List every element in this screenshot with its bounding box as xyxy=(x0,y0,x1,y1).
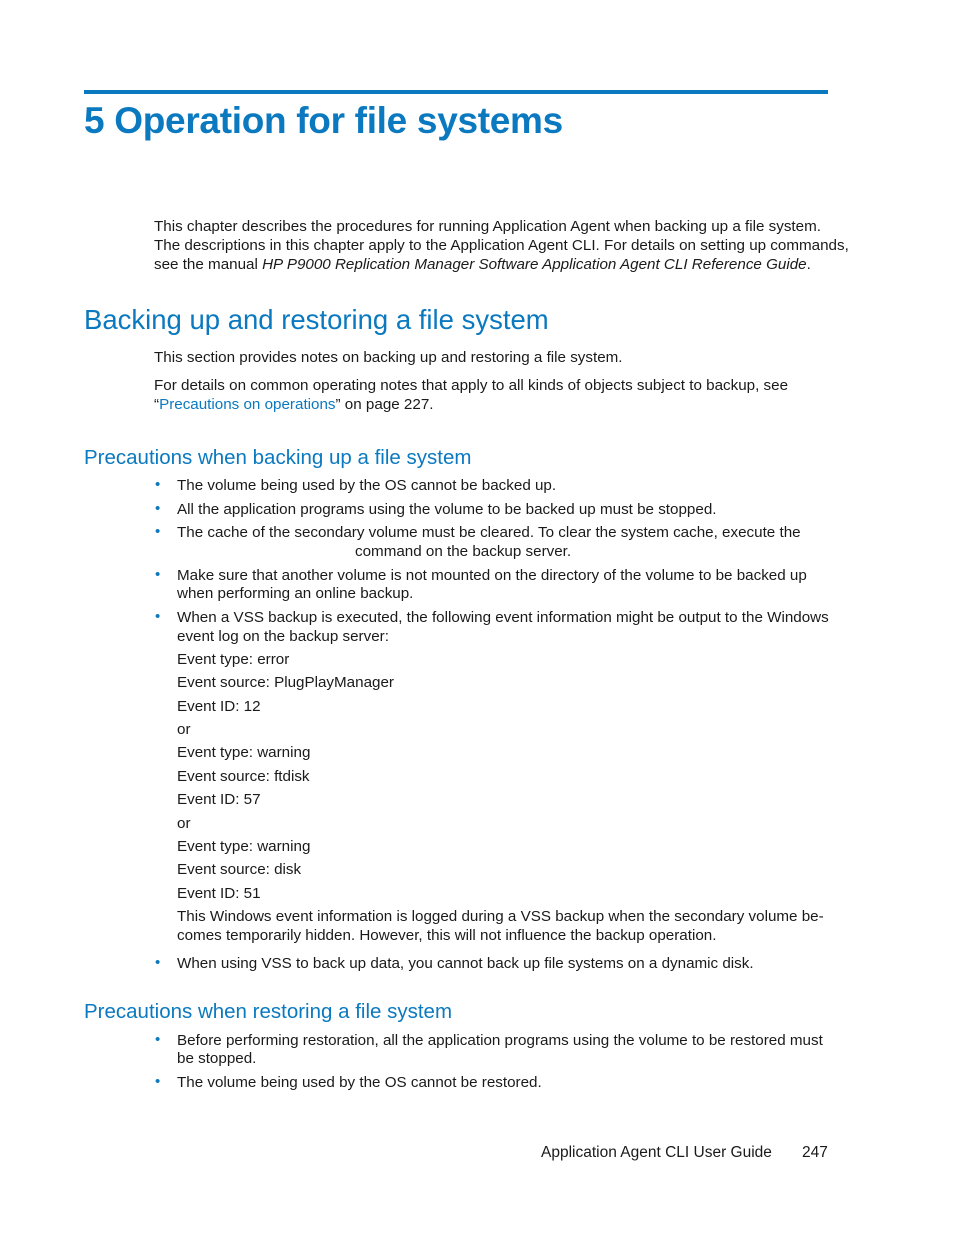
event-line: Event source: disk xyxy=(177,861,302,878)
section1-para2-line2 xyxy=(154,395,434,414)
backup-bullet-3-line2: command on the backup server. xyxy=(355,543,572,560)
bullet-marker: • xyxy=(155,566,161,583)
reference-guide-title: HP P9000 Replication Manager Software Application Agent CLI Reference Guide xyxy=(262,256,807,273)
event-line: Event ID: 51 xyxy=(177,885,261,902)
backup-bullet-5-line2: event log on the backup server: xyxy=(177,628,389,645)
backup-bullet-5-line1: When a VSS backup is executed, the following event information might be output to the Windows xyxy=(177,609,829,626)
backup-bullet-4-line2: when performing an online backup. xyxy=(177,585,414,602)
event-note-line1: This Windows event information is logged during a VSS backup when the secondary volume be- xyxy=(177,908,824,925)
bullet-marker: • xyxy=(155,500,161,517)
bullet-marker: • xyxy=(155,954,161,971)
section1-para1: This section provides notes on backing up and restoring a file system. xyxy=(154,349,623,366)
section-heading-backing-restoring: Backing up and restoring a file system xyxy=(84,304,549,335)
bullet-marker: • xyxy=(155,1031,161,1048)
event-line: Event ID: 57 xyxy=(177,791,261,808)
backup-bullet-4-line1: Make sure that another volume is not mounted on the directory of the volume to be backed up xyxy=(177,567,807,584)
backup-bullet-1: The volume being used by the OS cannot be backed up. xyxy=(177,477,557,494)
section-heading-restoring: Precautions when restoring a file system xyxy=(84,1000,453,1023)
event-note-line2: comes temporarily hidden. However, this will not influence the backup operation. xyxy=(177,927,717,944)
chapter-rule xyxy=(84,90,828,94)
section1-para2-line1: For details on common operating notes that apply to all kinds of objects subject to backup, see xyxy=(154,377,789,394)
precautions-on-operations-link[interactable]: Precautions on operations xyxy=(159,396,336,413)
restore-bullet-2: The volume being used by the OS cannot be restored. xyxy=(177,1074,542,1091)
bullet-marker: • xyxy=(155,523,161,540)
intro-line-3-prefix: see the manual xyxy=(154,256,263,273)
intro-line-2: The descriptions in this chapter apply to the Application Agent CLI. For details on setting up commands, xyxy=(154,237,849,254)
event-line: or xyxy=(177,815,191,832)
event-line: Event type: error xyxy=(177,651,290,668)
backup-bullet-2: All the application programs using the volume to be backed up must be stopped. xyxy=(177,501,717,518)
event-line: Event ID: 12 xyxy=(177,698,261,715)
event-line: or xyxy=(177,721,191,738)
chapter-title: 5 Operation for file systems xyxy=(84,100,563,141)
bullet-marker: • xyxy=(155,1073,161,1090)
bullet-marker: • xyxy=(155,476,161,493)
page-reference: ” on page 227. xyxy=(335,396,434,413)
bullet-marker: • xyxy=(155,608,161,625)
restore-bullet-1-line1: Before performing restoration, all the application programs using the volume to be restored must xyxy=(177,1032,823,1049)
backup-bullet-6: When using VSS to back up data, you cannot back up file systems on a dynamic disk. xyxy=(177,955,754,972)
event-line: Event type: warning xyxy=(177,838,311,855)
backup-bullet-3-line1: The cache of the secondary volume must be cleared. To clear the system cache, execute the xyxy=(177,524,801,541)
event-line: Event type: warning xyxy=(177,744,311,761)
page-number: 247 xyxy=(802,1144,828,1161)
restore-bullet-1-line2: be stopped. xyxy=(177,1050,257,1067)
footer-guide-title: Application Agent CLI User Guide xyxy=(541,1144,772,1161)
open-quote: “ xyxy=(154,396,160,413)
event-line: Event source: ftdisk xyxy=(177,768,310,785)
section-heading-backing-up: Precautions when backing up a file system xyxy=(84,446,472,469)
intro-line-3-suffix: . xyxy=(806,256,811,273)
intro-line-1: This chapter describes the procedures for running Application Agent when backing up a file system. xyxy=(154,218,821,235)
intro-line-3 xyxy=(154,255,811,274)
event-line: Event source: PlugPlayManager xyxy=(177,674,394,691)
